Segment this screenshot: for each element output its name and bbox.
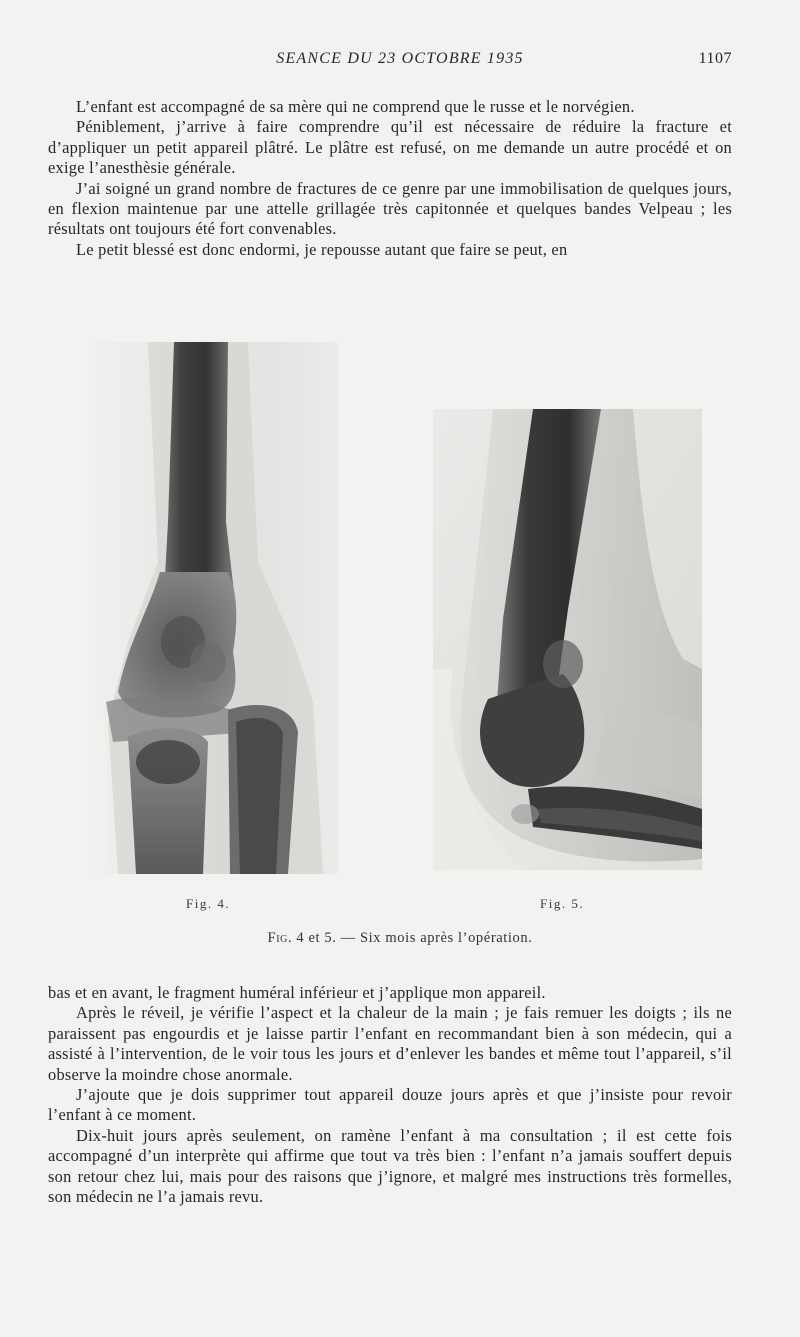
running-head (0, 50, 800, 74)
caption-text: 4 et 5. — Six mois après l’opération. (296, 930, 533, 946)
paragraph: Après le réveil, je vérifie l’aspect et la chaleur de la main ; je fais remuer les doigts ; ils ne paraissent pas engourdis et je laisse partir l’enfant en recommandant bien à son médecin, qui a assisté à l’intervention, de le voir tous les jours et d’enlever les bandes et même tout l’appareil, s’il observe la moindre chose anormale. (48, 1003, 732, 1084)
paragraph: bas et en avant, le fragment huméral inférieur et j’applique mon appareil. (48, 983, 546, 1002)
body-text-bottom (48, 983, 732, 1207)
figure-caption (0, 930, 800, 947)
xray-figure-4 (88, 342, 338, 874)
body-text-top (48, 97, 732, 260)
xray-image-4 (88, 342, 338, 874)
figure-5-label (540, 896, 584, 912)
caption-fig-abbrev: Fig. (267, 930, 293, 946)
page-number: 1107 (698, 50, 732, 67)
running-title: SEANCE DU 23 OCTOBRE 1935 (276, 50, 524, 67)
paragraph: J’ai soigné un grand nombre de fractures de ce genre par une immobilisation de quelques jours, en flexion maintenue par une attelle grillagée très capitonnée et quelques bandes Velpeau ; les résultats ont toujours été fort convenables. (48, 178, 732, 239)
figure-4-label-text: Fig. 4. (186, 896, 231, 911)
xray-figure-5 (433, 409, 702, 870)
paragraph: Dix-huit jours après seulement, on ramène l’enfant à ma consultation ; il est cette fois accompagné d’un interprète qui affirme que tout va très bien : l’enfant n’a jamais souffert depuis son retour chez lui, mais pour des raisons que j’ignore, et malgré mes instructions très formelles, son médecin ne l’a jamais revu. (48, 1125, 732, 1207)
paragraph: L’enfant est accompagné de sa mère qui ne comprend que le russe et le norvégien. (76, 97, 635, 116)
xray-image-5 (433, 409, 702, 870)
paragraph: Péniblement, j’arrive à faire comprendre qu’il est nécessaire de réduire la fracture et d’appliquer un petit appareil plâtré. Le plâtre est refusé, on me demande un autre procédé et on exige l’anesthèsie générale. (48, 117, 732, 178)
figure-4-label (186, 896, 230, 912)
figure-5-label-text: Fig. 5. (540, 896, 585, 911)
paragraph: J’ajoute que je dois supprimer tout appareil douze jours après et que j’insiste pour revoir l’enfant à ce moment. (48, 1085, 732, 1125)
paragraph: Le petit blessé est donc endormi, je repousse autant que faire se peut, en (76, 239, 568, 259)
